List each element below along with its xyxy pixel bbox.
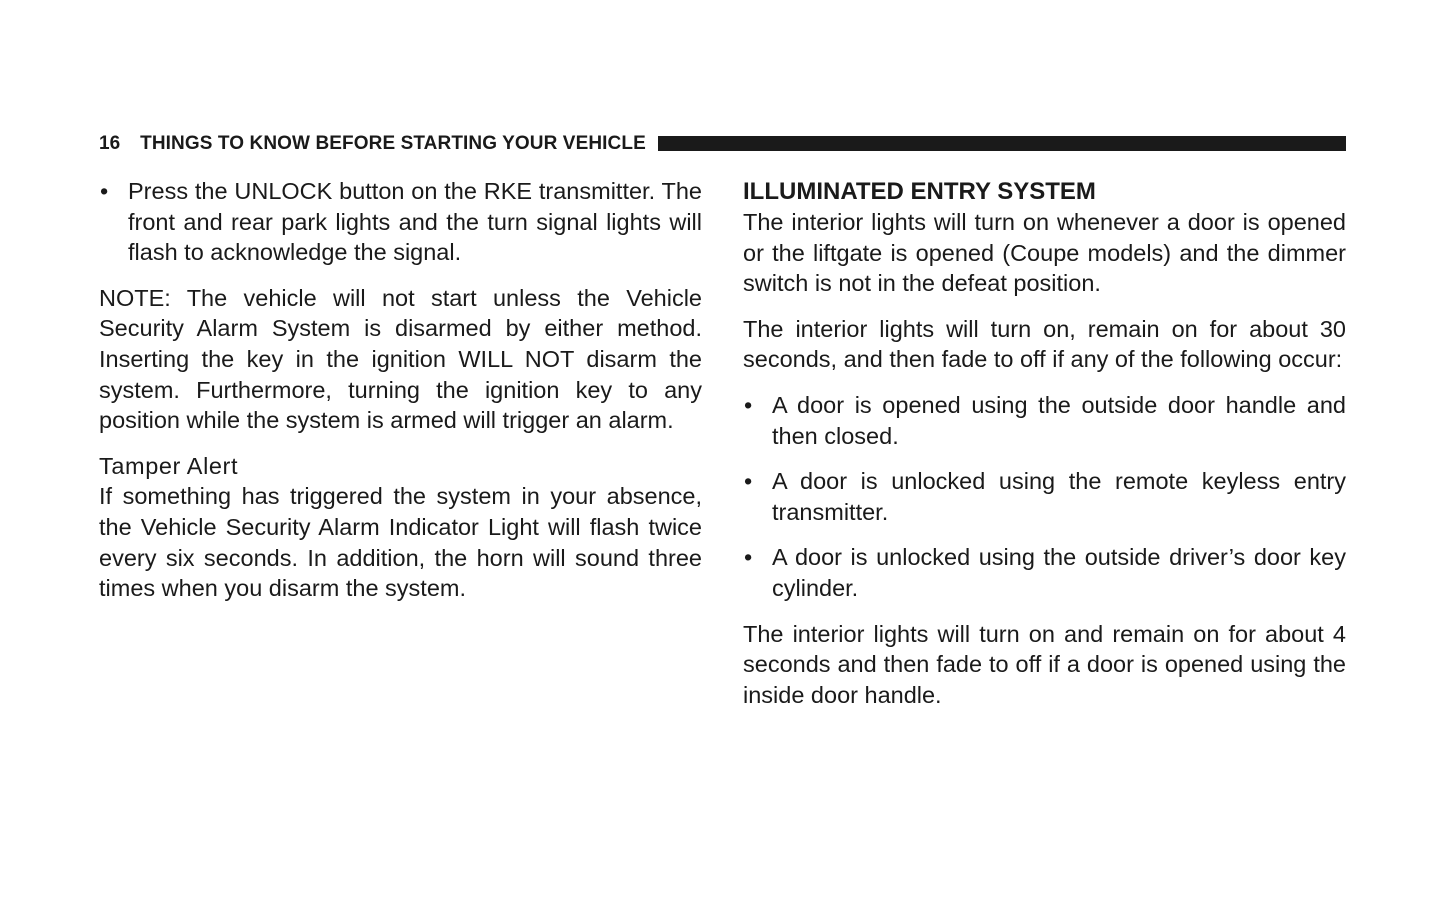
left-column	[99, 176, 702, 604]
list-item	[99, 176, 702, 268]
page-number: 16	[99, 133, 121, 154]
bullet-text: A door is unlocked using the outside driver’s door key cylinder.	[772, 544, 1346, 601]
list-item	[743, 390, 1346, 451]
thirty-seconds-paragraph: The interior lights will turn on, remain on for about 30 seconds, and then fade to off if any of the following occur:	[743, 315, 1346, 373]
four-seconds-paragraph: The interior lights will turn on and remain on for about 4 seconds and then fade to off if a door is opened using the inside door handle.	[743, 620, 1346, 708]
list-item	[743, 466, 1346, 527]
list-item	[743, 542, 1346, 603]
note-paragraph: NOTE: The vehicle will not start unless the Vehicle Security Alarm System is disarmed by either method. Inserting the key in the ignition WILL NOT disarm the system. Furthermore, turning the ignition key to any position while the system is armed will trigger an alarm.	[99, 284, 702, 434]
bullet-icon: •	[744, 544, 753, 571]
tamper-alert-text: If something has triggered the system in your absence, the Vehicle Security Alarm Indicator Light will flash twice every six seconds. In addition, the horn will sound three times when you disarm the system.	[99, 483, 702, 602]
page-header	[99, 131, 1346, 157]
header-rule	[658, 136, 1346, 151]
bullet-icon: •	[744, 468, 753, 495]
illuminated-entry-heading: ILLUMINATED ENTRY SYSTEM	[743, 178, 1096, 205]
tamper-alert-heading: Tamper Alert	[99, 452, 239, 479]
bullet-text: Press the UNLOCK button on the RKE transmitter. The front and rear park lights and the turn signal lights will flash to acknowledge the signal.	[128, 178, 702, 266]
bullet-icon: •	[744, 391, 753, 418]
right-column	[743, 176, 1346, 710]
bullet-icon: •	[100, 178, 109, 204]
section-title: THINGS TO KNOW BEFORE STARTING YOUR VEHICLE	[140, 133, 646, 154]
bullet-text: A door is opened using the outside door handle and then closed.	[772, 391, 1346, 449]
bullet-text: A door is unlocked using the remote keyless entry transmitter.	[772, 468, 1346, 525]
intro-paragraph: The interior lights will turn on whenever a door is opened or the liftgate is opened (Coupe models) and the dimmer switch is not in the defeat position.	[743, 209, 1346, 297]
